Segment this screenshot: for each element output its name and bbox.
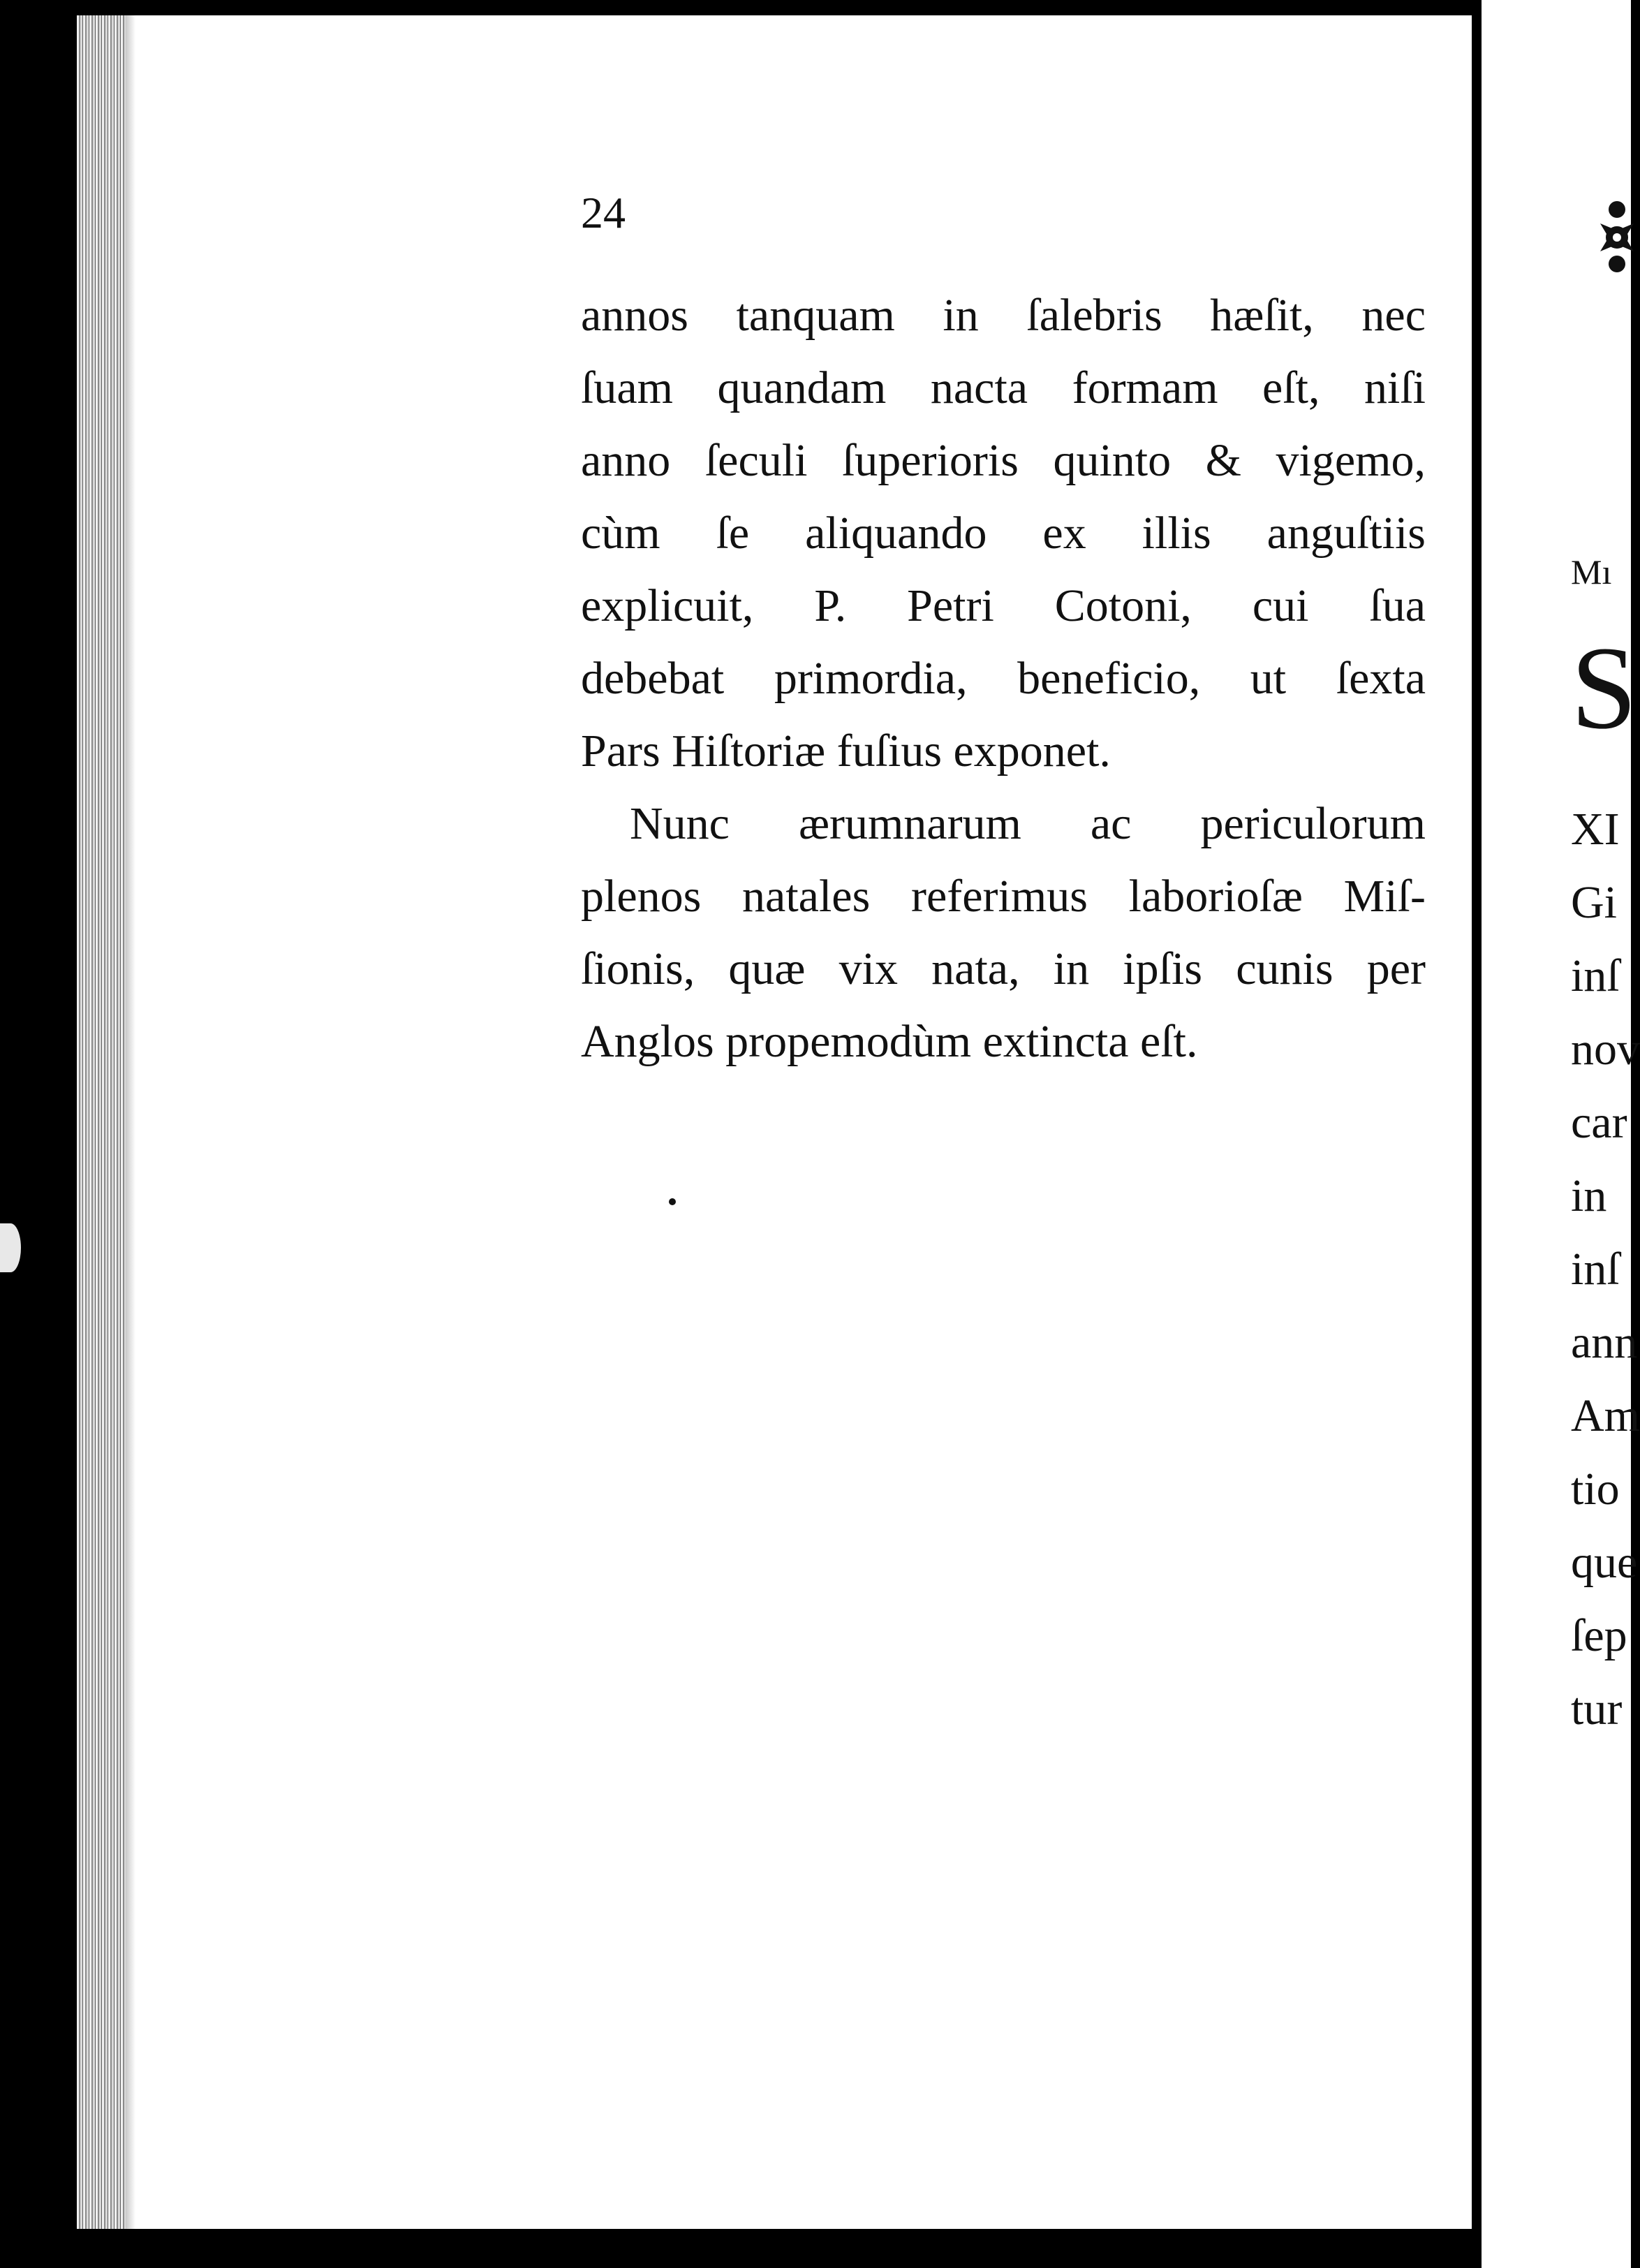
text-fragment: inſ [1571, 1244, 1620, 1295]
text-fragment: ſep [1571, 1610, 1627, 1661]
text-fragment: tio [1571, 1464, 1620, 1515]
ink-speck [669, 1198, 676, 1205]
page-number: 24 [581, 188, 626, 237]
text-fragment: tur [1571, 1684, 1623, 1735]
text-fragment: nov [1571, 1024, 1640, 1075]
page-edges [77, 15, 126, 2229]
text-fragment: car [1571, 1097, 1627, 1148]
text-line: debebat primordia, beneficio, ut ſexta [581, 653, 1426, 704]
chapter-heading: Mı [1571, 552, 1612, 591]
text-fragment: ann [1571, 1317, 1638, 1368]
text-fragment: Gi [1571, 877, 1617, 928]
scan-blot [0, 1223, 21, 1272]
text-line: annos tanquam in ſalebris hæſit, nec [581, 290, 1426, 341]
text-line: explicuit, P. Petri Cotoni, cui ſua [581, 580, 1426, 631]
text-fragment: Am [1571, 1390, 1640, 1441]
text-line: plenos natales referimus laborioſæ Miſ- [581, 871, 1426, 922]
text-line: Pars Hiſtoriæ fuſius exponet. [581, 726, 1111, 776]
book-gutter [1472, 0, 1482, 2268]
drop-cap: S [1571, 622, 1637, 753]
text-line: Anglos propemodùm extincta eſt. [581, 1016, 1198, 1067]
text-line: cùm ſe aliquando ex illis anguſtiis [581, 508, 1426, 559]
text-fragment: inſ [1571, 950, 1620, 1001]
text-line: Nunc ærumnarum ac periculorum [630, 798, 1426, 849]
text-fragment: que [1571, 1537, 1638, 1588]
text-line: ſionis, quæ vix nata, in ipſis cunis per [581, 943, 1426, 994]
ornament-icon [1597, 189, 1637, 286]
text-fragment: XI [1571, 804, 1620, 855]
text-line: anno ſeculi ſuperioris quinto & vigemo, [581, 435, 1426, 486]
text-line: ſuam quandam nacta formam eſt, niſi [581, 362, 1426, 413]
text-fragment: in [1571, 1170, 1607, 1221]
